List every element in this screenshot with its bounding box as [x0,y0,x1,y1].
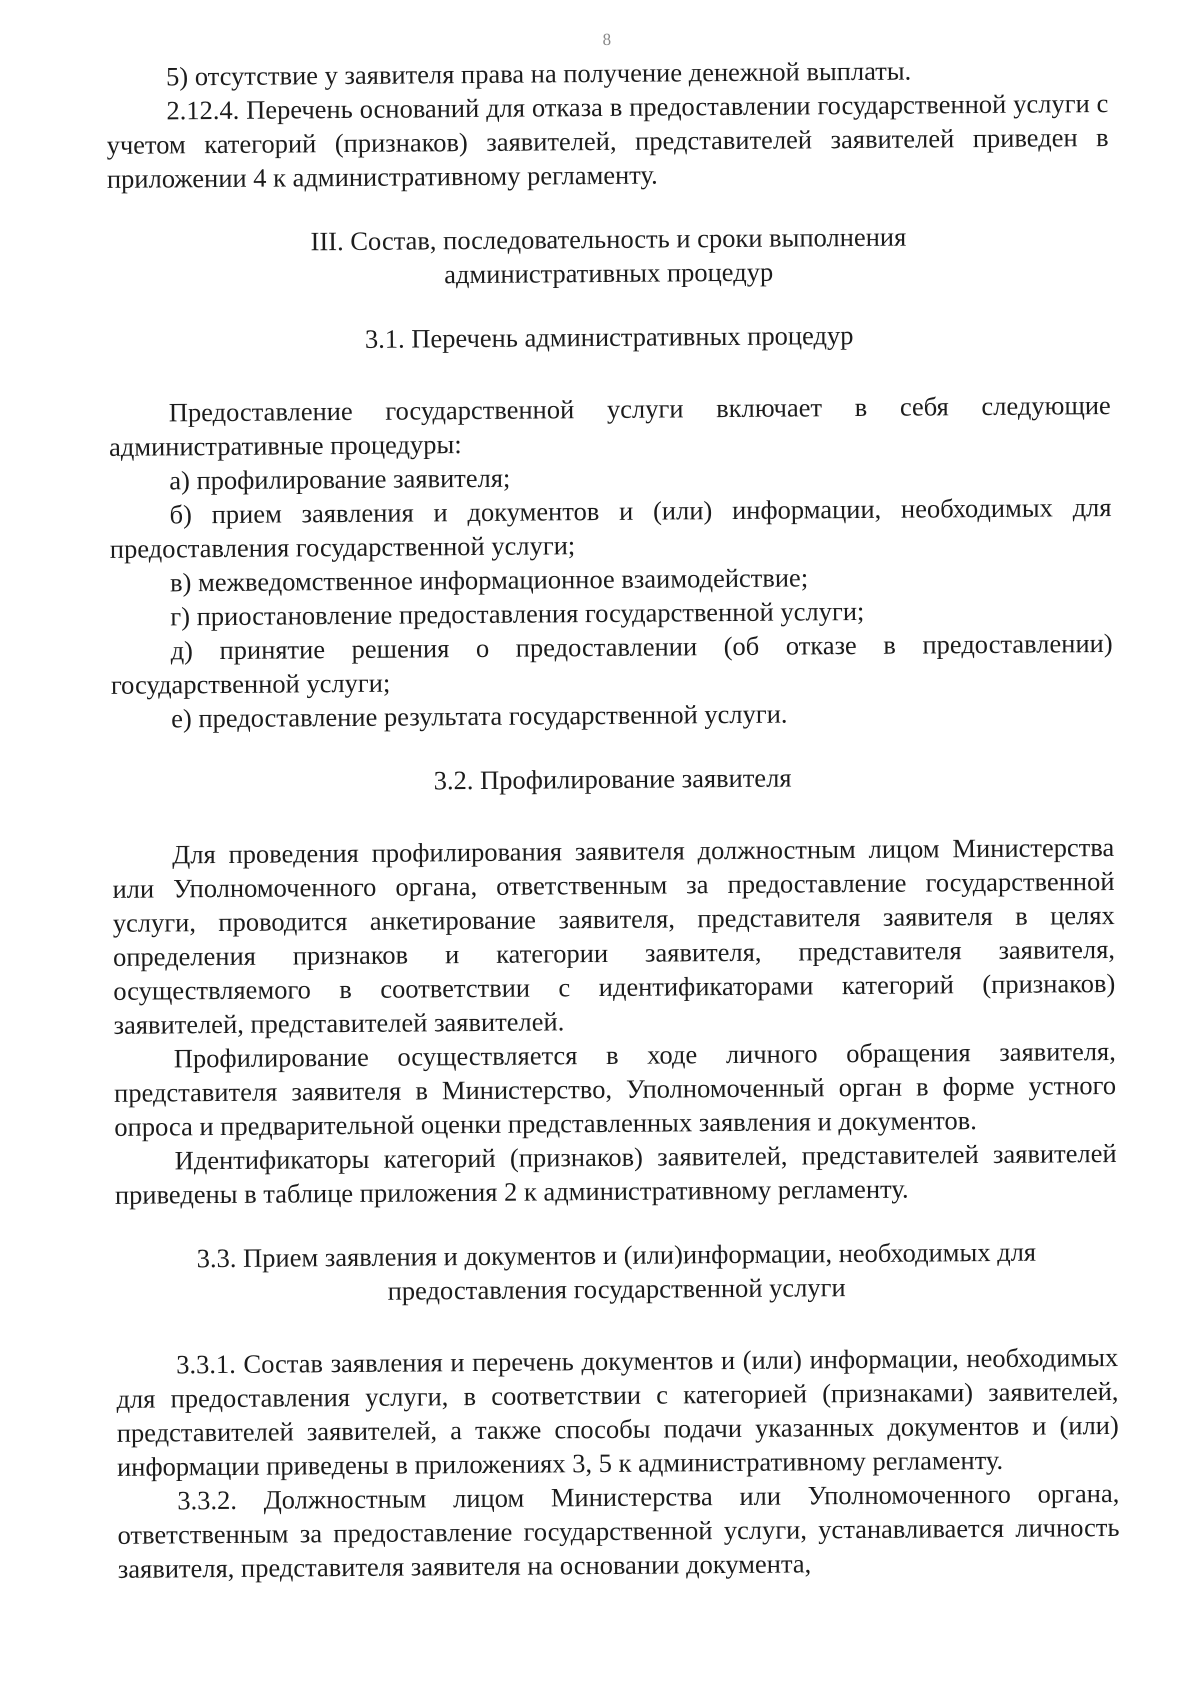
list-item-v: в) межведомственное информационное взаимодействие; [169,562,809,598]
paragraph-3-2-profiling: Для проведения профилирования заявителя должностным лицом Министерства или Уполномоченного органа, ответственным за предоставление государственной услуги, проводится анкетирование заявителя, представителя заявителя в целях определения признаков и категории заявителя, представителя заявителя, осуществляемого в соответствии с идентификаторами категорий (признаков) заявителей, представителей заявителей. [112,831,1116,1040]
heading-3-3-line2: предоставления государственной услуги [387,1272,846,1306]
paragraph-3-3-1: 3.3.1. Состав заявления и перечень документов и (или) информации, необходимых для предоставления услуги, в соответствии с категорией (признаками) заявителей, представителей заявителей, а также способы подачи указанных документов и (или) информации приведены в приложениях 3, 5 к административному регламенту. [116,1341,1119,1482]
heading-3-1: 3.1. Перечень административных процедур [364,320,854,354]
list-item-b: б) прием заявления и документов и (или) информации, необходимых для предоставления государственной услуги; [109,491,1112,564]
list-item-d: д) принятие решения о предоставлении (об отказе в предоставлении) государственной услуги; [110,627,1113,700]
page-number: 8 [602,29,612,49]
paragraph-3-2-personal-visit: Профилирование осуществляется в ходе личного обращения заявителя, представителя заявителя в Министерство, Уполномоченный орган в форме устного опроса и предварительной оценки представленных заявления и документов. [113,1035,1117,1142]
paragraph-no-right: 5) отсутствие у заявителя права на получение денежной выплаты. [165,55,912,92]
list-item-e: е) предоставление результата государственной услуги. [171,698,788,734]
heading-3-2: 3.2. Профилирование заявителя [433,762,792,796]
list-item-a: а) профилирование заявителя; [169,462,511,496]
heading-3-3 [115,1234,1118,1310]
section-3-title-line2: административных процедур [444,256,774,290]
paragraph-3-3-2: 3.3.2. Должностным лицом Министерства или Уполномоченного органа, ответственным за предоставление государственной услуги, устанавливается личность заявителя, представителя заявителя на основании документа, [117,1477,1120,1584]
section-3-title-line1: III. Состав, последовательность и сроки выполнения [310,221,907,257]
paragraph-2-12-4: 2.12.4. Перечень оснований для отказа в предоставлении государственной услуги с учетом категорий (признаков) заявителей, представителей заявителей приведен в приложении 4 к административному регламенту. [106,88,1109,194]
paragraph-3-1-lead: Предоставление государственной услуги включает в себя следующие административные процедуры: [108,389,1111,462]
heading-3-3-line1: 3.3. Прием заявления и документов и (или)информации, необходимых для [196,1236,1037,1274]
list-item-g: г) приостановление предоставления государственной услуги; [170,595,865,632]
section-3-title [107,218,1110,294]
paragraph-3-2-identifiers: Идентификаторы категорий (признаков) заявителей, представителей заявителей приведены в таблице приложения 2 к административному регламенту. [114,1137,1117,1210]
